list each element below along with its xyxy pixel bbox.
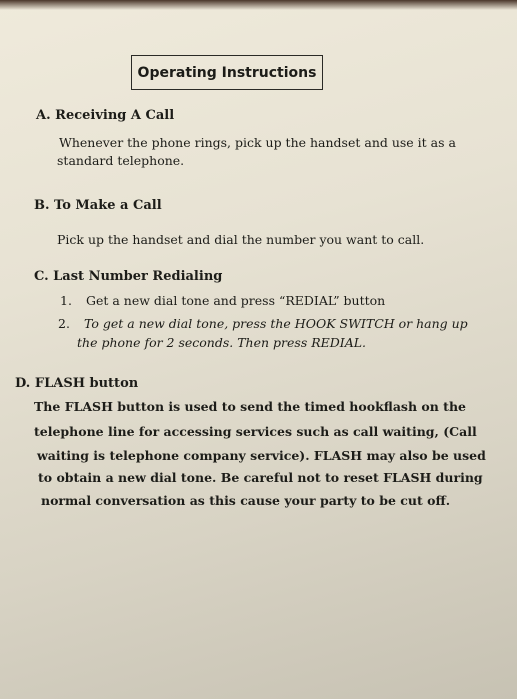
section-d-line-3: waiting is telephone company service). FLASH may also be used bbox=[37, 448, 486, 463]
step-text: To get a new dial tone, press the HOOK SWITCH or hang up bbox=[84, 316, 468, 331]
step-number: 2. bbox=[58, 316, 70, 331]
redial-step-1 bbox=[60, 293, 385, 308]
section-b-heading: B. To Make a Call bbox=[34, 198, 162, 213]
redial-step-2-continuation: the phone for 2 seconds. Then press REDIAL. bbox=[77, 335, 367, 350]
section-a-heading: A. Receiving A Call bbox=[36, 108, 175, 123]
step-number: 1. bbox=[60, 293, 72, 308]
page-edge-shadow bbox=[0, 0, 517, 10]
section-a-line-2: standard telephone. bbox=[57, 153, 185, 168]
section-d-line-1: The FLASH button is used to send the timed hookflash on the bbox=[34, 399, 466, 414]
section-d-line-2: telephone line for accessing services such as call waiting, (Call bbox=[34, 424, 477, 439]
section-d-line-4: to obtain a new dial tone. Be careful not to reset FLASH during bbox=[38, 470, 483, 485]
page-title: Operating Instructions bbox=[137, 64, 317, 81]
section-b-line-1: Pick up the handset and dial the number you want to call. bbox=[57, 232, 425, 247]
section-d-line-5: normal conversation as this cause your party to be cut off. bbox=[41, 493, 451, 508]
redial-step-2 bbox=[58, 316, 468, 331]
section-d-heading: D. FLASH button bbox=[15, 376, 139, 391]
section-a-line-1: Whenever the phone rings, pick up the handset and use it as a bbox=[59, 135, 456, 150]
page-title-box bbox=[131, 55, 323, 90]
section-c-heading: C. Last Number Redialing bbox=[34, 269, 223, 284]
step-text: Get a new dial tone and press “REDIAL” button bbox=[86, 293, 386, 308]
